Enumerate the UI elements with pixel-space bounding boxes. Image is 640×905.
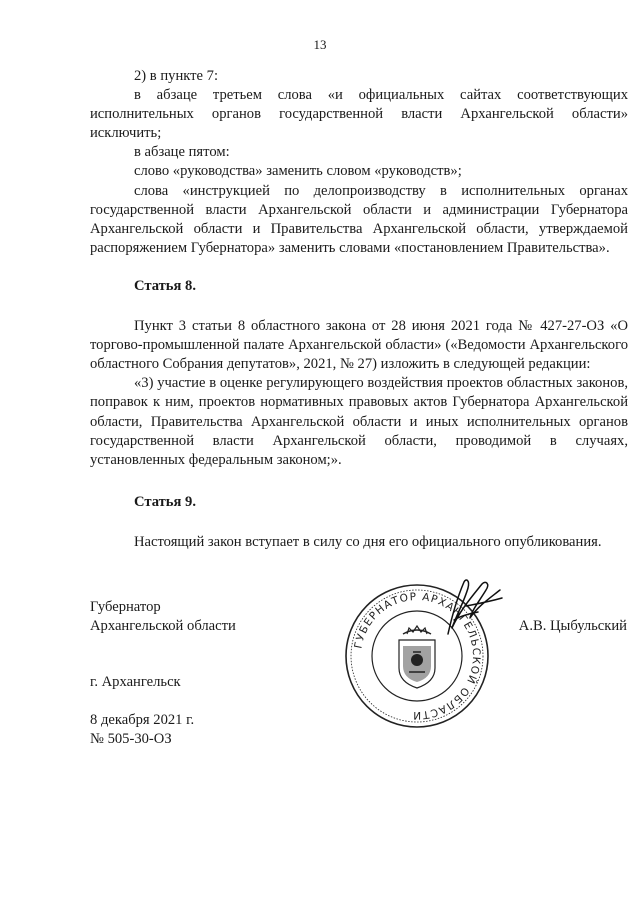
signatory-title-line-2: Архангельской области: [90, 618, 236, 635]
signatory-name: А.В. Цыбульский: [518, 618, 627, 634]
law-number: № 505-30-ОЗ: [90, 731, 172, 748]
amendment-instruction-replace: слова «инструкцией по делопроизводству в исполнительных органах государственной власти Архангельской области и администрации Губернатора Архангельской области и Правительства Архангельской области, утверждаемой распоряжением Губернатора» заменить словами «постановлением Правительства».: [90, 182, 628, 256]
page-number: 13: [313, 37, 327, 52]
article-8-text: Пункт 3 статьи 8 областного закона от 28 июня 2021 года № 427-27-ОЗ «О торгово-промышленной палате Архангельской области» («Ведомости Архангельского областного Собрания депутатов», 2021, № 27) изложить в следующей редакции:: [90, 318, 628, 373]
amendment-item-2: 2) в пункте 7:: [134, 68, 219, 84]
article-8-new-wording: «3) участие в оценке регулирующего воздействия проектов областных законов, поправок к ним, проектов нормативных правовых актов Губернатора Архангельской области, Правительства Архангельской области и иных исполнительных органов государственной власти Архангельской области, проводимой в случаях, установленных федеральным законом;».: [90, 375, 628, 468]
signatory-title: [90, 598, 236, 636]
handwritten-signature-icon: [430, 576, 508, 642]
article-9-heading: Статья 9.: [134, 493, 196, 510]
amendment-paragraph-3: в абзаце третьем слова «и официальных сайтах соответствующих исполнительных органов государственной власти Архангельской области» исключить;: [90, 87, 628, 142]
document-body: [90, 67, 628, 552]
signing-date: 8 декабря 2021 г.: [90, 712, 195, 728]
article-8-heading: Статья 8.: [134, 277, 196, 294]
article-9-text: Настоящий закон вступает в силу со дня его официального опубликования.: [134, 533, 602, 550]
signatory-title-line-1: Губернатор: [90, 599, 161, 615]
city: г. Архангельск: [90, 674, 181, 690]
svg-text:ГУБЕРНАТОР АРХАНГЕЛЬСКОЙ ОБЛАС: ГУБЕРНАТОР АРХАНГЕЛЬСКОЙ ОБЛАСТИ: [352, 590, 483, 722]
amendment-word-replace: слово «руководства» заменить словом «руководств»;: [134, 163, 462, 180]
amendment-paragraph-5: в абзаце пятом:: [134, 144, 230, 161]
date-and-number: [90, 711, 194, 749]
